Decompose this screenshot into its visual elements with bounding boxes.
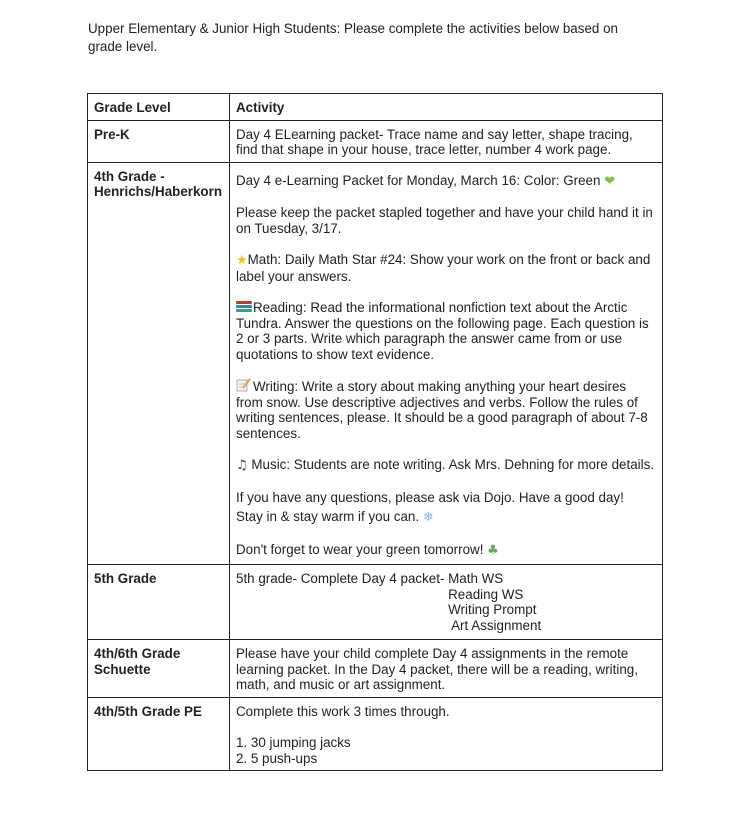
star-icon: ★ bbox=[236, 253, 248, 268]
music-note-icon: ♫ bbox=[236, 458, 248, 473]
list-item: Art Assignment bbox=[448, 617, 542, 633]
activity-cell-schuette: Please have your child complete Day 4 assignments in the remote learning packet. In the Day 4 packet, there will be a reading, writing, math, and music or art assignment. bbox=[230, 640, 663, 698]
snowflake-icon: ❄ bbox=[422, 510, 434, 525]
grade-cell-pe: 4th/5th Grade PE bbox=[88, 697, 230, 771]
list-item: Math WS bbox=[448, 571, 504, 586]
fifth-assignment-list bbox=[448, 571, 541, 633]
grade-line-2: Henrichs/Haberkorn bbox=[94, 184, 222, 199]
table-row-4th-henrichs-haberkorn bbox=[88, 162, 663, 565]
activity-cell-4th-henrichs-haberkorn bbox=[230, 162, 663, 565]
grade-cell-5th: 5th Grade bbox=[88, 565, 230, 640]
intro-text: Upper Elementary & Junior High Students: Please complete the activities below based on grade level. bbox=[88, 21, 618, 54]
staple-note: Please keep the packet stapled together and have your child hand it in on Tuesday, 3/17. bbox=[236, 205, 653, 236]
pe-lead: Complete this work 3 times through. bbox=[236, 703, 450, 719]
books-icon bbox=[236, 300, 252, 313]
activity-cell-prek: Day 4 ELearning packet- Trace name and say letter, shape tracing, find that shape in your house, trace letter, number 4 work page. bbox=[230, 120, 663, 162]
table-header-row bbox=[88, 94, 663, 121]
grade-cell-4th-henrichs-haberkorn bbox=[88, 162, 230, 565]
packet-intro: Day 4 e-Learning Packet for Monday, March 16: Color: Green bbox=[236, 172, 601, 188]
table-row-prek bbox=[88, 120, 663, 162]
pe-exercise-list bbox=[236, 735, 656, 766]
list-item: Writing Prompt bbox=[448, 602, 537, 617]
grade-cell-schuette bbox=[88, 640, 230, 698]
grade-cell-prek: Pre-K bbox=[88, 120, 230, 162]
grade-line-2: Schuette bbox=[94, 661, 151, 677]
list-item: 2. 5 push-ups bbox=[236, 750, 318, 766]
fifth-lead: 5th grade- Complete Day 4 packet- bbox=[236, 571, 449, 586]
header-activity: Activity bbox=[230, 94, 663, 121]
memo-icon bbox=[236, 378, 251, 392]
reading-activity: Reading: Read the informational nonfiction text about the Arctic Tundra. Answer the questions on the following page. Each question is 2 or 3 parts. Write which paragraph the answer came from or use quotations to show text evidence. bbox=[236, 300, 649, 362]
math-activity: Math: Daily Math Star #24: Show your work on the front or back and label your answers. bbox=[236, 252, 651, 284]
activity-cell-5th bbox=[230, 565, 663, 640]
grade-line-1: 4th/6th Grade bbox=[94, 646, 181, 661]
green-reminder: Don't forget to wear your green tomorrow! bbox=[236, 541, 484, 557]
table-row-5th-grade bbox=[88, 565, 663, 640]
list-item: 1. 30 jumping jacks bbox=[236, 735, 351, 750]
grade-line-1: 4th Grade - bbox=[94, 168, 165, 184]
music-activity: Music: Students are note writing. Ask Mrs. Dehning for more details. bbox=[251, 457, 655, 472]
stay-warm-note: Stay in & stay warm if you can. bbox=[236, 509, 420, 524]
green-heart-icon: ❤ bbox=[604, 173, 616, 189]
activity-cell-pe bbox=[230, 697, 663, 771]
list-item: Reading WS bbox=[448, 586, 524, 602]
header-grade-level: Grade Level bbox=[88, 94, 230, 121]
activities-table bbox=[87, 93, 663, 771]
clover-icon: ♣ bbox=[487, 542, 499, 558]
table-row-pe bbox=[88, 697, 663, 771]
questions-note: If you have any questions, please ask via Dojo. Have a good day! bbox=[236, 489, 624, 505]
table-row-schuette bbox=[88, 640, 663, 698]
writing-activity: Writing: Write a story about making anything your heart desires from snow. Use descriptive adjectives and verbs. Follow the rules of writing sentences, please. It should be a good paragraph of about 7-8 sentences. bbox=[236, 379, 648, 441]
